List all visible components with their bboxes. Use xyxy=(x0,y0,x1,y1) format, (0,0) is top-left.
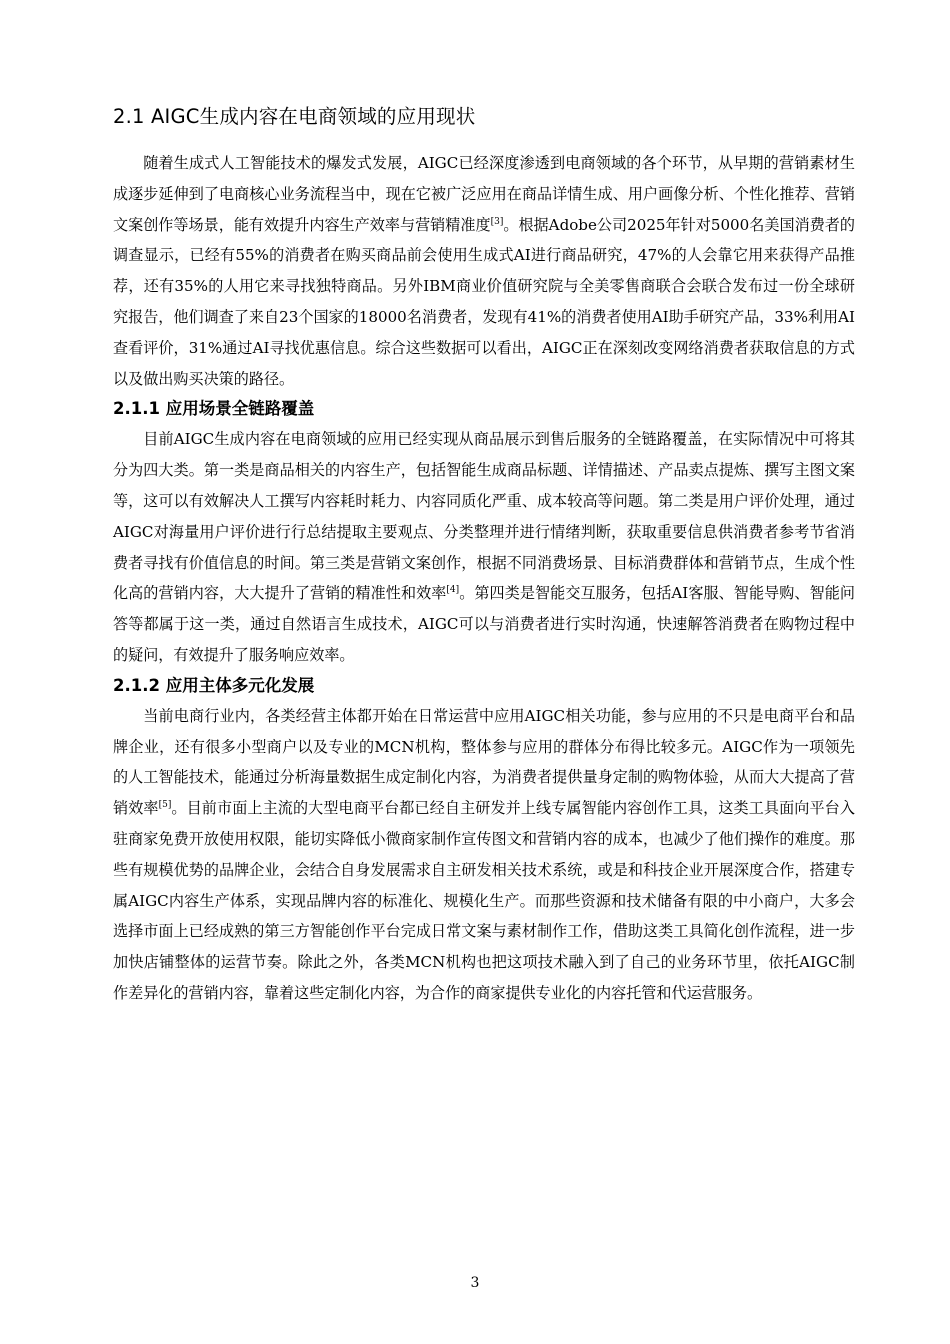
subsection-heading-2-1-2: 2.1.2 应用主体多元化发展 xyxy=(113,675,315,695)
citation-marker: [5] xyxy=(158,800,172,811)
text-segment: 。目前市面上主流的大型电商平台都已经自主研发并上线专属智能内容创作工具，这类工具面向平台入驻商家免费开放使用权限，能切实降低小微商家制作宣传图文和营销内容的成本，也减少了他们操作的难度。那些有规模优势的品牌企业，会结合自身发展需求自主研发相关技术系统，或是和科技企业开展深度合作，搭建专属AIGC内容生产体系，实现品牌内容的标准化、规模化生产。而那些资源和技术储备有限的中小商户，大多会选择市面上已经成熟的第三方智能创作平台完成日常文案与素材制作工作，借助这类工具简化创作流程，进一步加快店铺整体的运营节奏。除此之外，各类MCN机构也把这项技术融入到了自己的业务环节里，依托AIGC制作差异化的营销内容，靠着这些定制化内容，为合作的商家提供专业化的内容托管和代运营服务。 xyxy=(113,799,855,1002)
paragraph-application-scenarios xyxy=(113,424,855,670)
text-segment: 。第四类是智能交互服务，包括AI客服、智能导购、智能问答等都属于这一类，通过自然语言生成技术，AIGC可以与消费者进行实时沟通，快速解答消费者在购物过程中的疑问，有效提升了服务响应效率。 xyxy=(113,584,855,664)
citation-marker: [4] xyxy=(446,585,460,596)
text-segment: 随着生成式人工智能技术的爆发式发展，AIGC已经深度渗透到电商领域的各个环节，从早期的营销素材生成逐步延伸到了电商核心业务流程当中，现在它被广泛应用在商品详情生成、用户画像分析、个性化推荐、营销文案创作等场景，能有效提升内容生产效率与营销精准度 xyxy=(113,154,855,234)
section-heading: 2.1 AIGC生成内容在电商领域的应用现状 xyxy=(113,105,476,128)
page-number: 3 xyxy=(470,1275,480,1291)
citation-marker: [3] xyxy=(490,216,504,227)
text-segment: 。根据Adobe公司2025年针对5000名美国消费者的调查显示，已经有55%的消费者在购买商品前会使用生成式AI进行商品研究，47%的人会靠它用来获得产品推荐，还有35%的人用它来寻找独特商品。另外IBM商业价值研究院与全美零售商联合会联合发布过一份全球研究报告，他们调查了来自23个国家的18000名消费者，发现有41%的消费者使用AI助手研究产品，33%利用AI查看评价，31%通过AI寻找优惠信息。综合这些数据可以看出，AIGC正在深刻改变网络消费者获取信息的方式以及做出购买决策的路径。 xyxy=(113,215,855,388)
page-content xyxy=(113,100,855,1009)
subsection-heading-2-1-1: 2.1.1 应用场景全链路覆盖 xyxy=(113,399,315,419)
intro-paragraph xyxy=(113,148,855,394)
text-segment: 目前AIGC生成内容在电商领域的应用已经实现从商品展示到售后服务的全链路覆盖，在实际情况中可将其分为四大类。第一类是商品相关的内容生产，包括智能生成商品标题、详情描述、产品卖点提炼、撰写主图文案等，这可以有效解决人工撰写内容耗时耗力、内容同质化严重、成本较高等问题。第二类是用户评价处理，通过AIGC对海量用户评价进行行总结提取主要观点、分类整理并进行情绪判断，获取重要信息供消费者参考节省消费者寻找有价值信息的时间。第三类是营销文案创作，根据不同消费场景、目标消费群体和营销节点，生成个性化高的营销内容，大大提升了营销的精准性和效率 xyxy=(113,430,855,603)
text-segment: 当前电商行业内，各类经营主体都开始在日常运营中应用AIGC相关功能，参与应用的不只是电商平台和品牌企业，还有很多小型商户以及专业的MCN机构，整体参与应用的群体分布得比较多元。AIGC作为一项领先的人工智能技术，能通过分析海量数据生成定制化内容，为消费者提供量身定制的购物体验，从而大大提高了营销效率 xyxy=(113,706,855,818)
paragraph-application-subjects xyxy=(113,701,855,1009)
